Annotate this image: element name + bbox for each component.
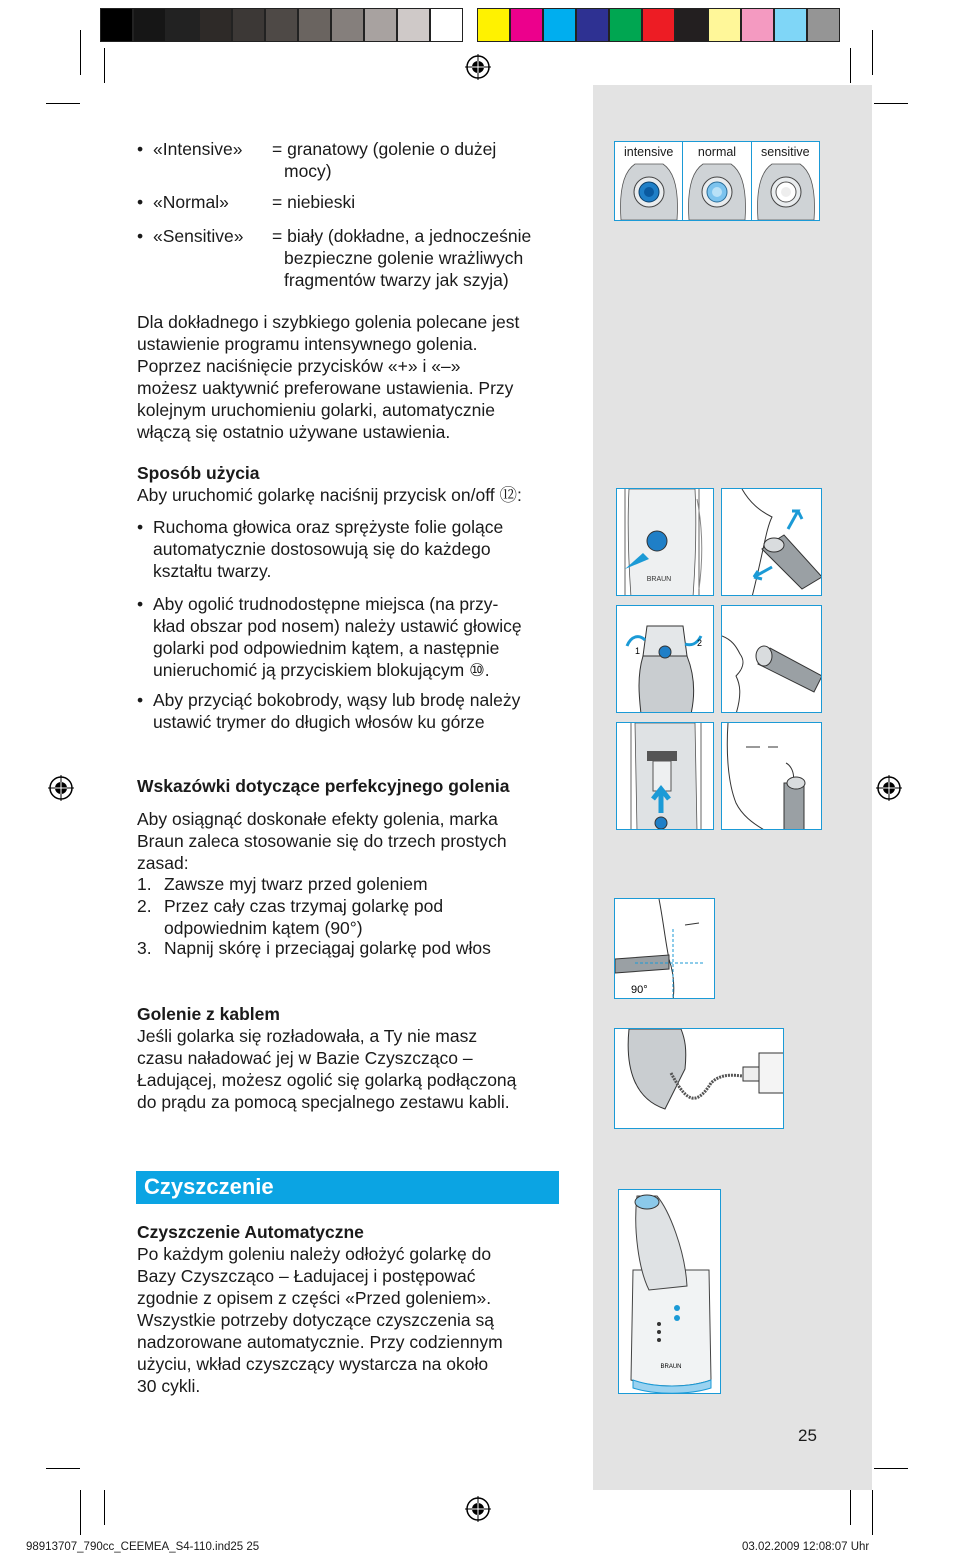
text-line: Jeśli golarka się rozładowała, a Ty nie masz xyxy=(137,1026,478,1046)
step-number: 1 xyxy=(635,646,641,656)
figure-trimming-sideburns xyxy=(721,722,822,830)
figure-cleaning-station xyxy=(618,1189,721,1394)
step-number: 2 xyxy=(697,638,703,648)
bullet-text xyxy=(153,593,522,681)
angle-label: 90° xyxy=(631,984,648,996)
registration-target-icon xyxy=(48,775,74,801)
color-swatch xyxy=(397,8,430,42)
color-swatch xyxy=(232,8,265,42)
text-line: zasad: xyxy=(137,853,189,873)
crop-mark xyxy=(104,48,105,83)
list-text xyxy=(164,937,491,959)
text-line: nadzorowane automatycznie. Przy codziennym xyxy=(137,1332,503,1352)
text-line: Braun zaleca stosowanie się do trzech prostych xyxy=(137,831,507,851)
brand-logo: BRAUN xyxy=(646,576,672,583)
figure-mode-normal xyxy=(683,142,751,220)
crop-mark xyxy=(46,1468,80,1469)
color-swatch xyxy=(477,8,510,42)
text-line: ustawienie programu intensywnego golenia. xyxy=(137,334,478,354)
text-line: Napnij skórę i przeciągaj golarkę pod włos xyxy=(164,938,491,958)
text-line: możesz uaktywnić preferowane ustawienia. Przy xyxy=(137,378,514,398)
bullet-text xyxy=(153,689,520,733)
cleaning-heading: Czyszczenie Automatyczne xyxy=(137,1222,364,1242)
color-swatch xyxy=(609,8,642,42)
color-swatch xyxy=(133,8,166,42)
mode-item-sensitive: • «Sensitive» = biały (dokładne, a jednocześnie bezpieczne golenie wrażliwych fragmentów twarzy jak szyja) xyxy=(137,226,532,290)
text-line: Ładującej, możesz ogolić się golarką podłączoną xyxy=(137,1070,517,1090)
tips-list-item xyxy=(137,937,567,959)
crop-mark xyxy=(104,1490,105,1525)
text-line: czasu naładować jej w Bazie Czyszcząco – xyxy=(137,1048,473,1068)
figure-cable-shaving xyxy=(614,1028,784,1129)
color-swatch xyxy=(708,8,741,42)
color-swatch xyxy=(510,8,543,42)
footer-timestamp: 03.02.2009 12:08:07 Uhr xyxy=(742,1541,870,1553)
mode-item-normal: • «Normal» = niebieski xyxy=(137,192,356,212)
bullet-dot: • xyxy=(137,594,144,614)
list-number: 1. xyxy=(137,874,152,894)
text-line: do prądu za pomocą specjalnego zestawu kabli. xyxy=(137,1092,510,1112)
crop-mark xyxy=(80,1490,81,1535)
tips-list-item xyxy=(137,873,567,895)
mode-value-cont: mocy) xyxy=(284,161,332,181)
crop-mark xyxy=(850,48,851,83)
bullet-dot: • xyxy=(137,517,144,537)
color-swatch xyxy=(430,8,463,42)
color-swatch xyxy=(364,8,397,42)
color-swatch xyxy=(576,8,609,42)
text-line: zgodnie z opisem z części «Przed goleniem». xyxy=(137,1288,492,1308)
list-text xyxy=(164,895,443,939)
text-line: użyciu, wkład czyszczący wystarcza na około xyxy=(137,1354,489,1374)
text-line: ustawić trymer do długich włosów ku górze xyxy=(153,712,485,732)
color-swatch xyxy=(675,8,708,42)
crop-mark xyxy=(46,103,80,104)
crop-mark xyxy=(850,1490,851,1525)
figure-mode-intensive xyxy=(615,142,683,220)
cable-heading: Golenie z kablem xyxy=(137,1004,280,1024)
footer-file-info: 98913707_790cc_CEEMEA_S4-110.ind25 25 xyxy=(26,1541,260,1553)
program-paragraph xyxy=(137,311,567,443)
cable-paragraph xyxy=(137,1025,567,1113)
mode-label: normal xyxy=(697,145,737,159)
figure-head-lock xyxy=(616,605,714,713)
tips-heading: Wskazówki dotyczące perfekcyjnego golenia xyxy=(137,776,510,796)
registration-target-icon xyxy=(465,54,491,80)
tips-paragraph xyxy=(137,808,567,874)
figure-shaving-under-nose xyxy=(721,605,822,713)
usage-heading: Sposób użycia xyxy=(137,463,260,483)
usage-bullet xyxy=(137,689,567,733)
text-line: 30 cykli. xyxy=(137,1376,201,1396)
text-line: Dla dokładnego i szybkiego golenia polecane jest xyxy=(137,312,520,332)
figure-trimmer-up xyxy=(616,722,714,830)
text-line: unieruchomić ją przyciskiem blokującym ⑩. xyxy=(153,660,490,680)
figure-power-button xyxy=(616,488,714,596)
list-text xyxy=(164,873,428,895)
registration-target-icon xyxy=(465,1496,491,1522)
section-title: Czyszczenie xyxy=(144,1174,274,1199)
tips-list-item xyxy=(137,895,567,939)
color-swatch xyxy=(265,8,298,42)
brand-logo: BRAUN xyxy=(660,1364,682,1370)
crop-mark xyxy=(872,30,873,75)
cleaning-paragraph xyxy=(137,1243,567,1397)
color-swatch xyxy=(807,8,840,42)
text-line: kolejnym uruchomieniu golarki, automatycznie xyxy=(137,400,495,420)
color-bar-gap xyxy=(463,8,477,42)
text-line: Aby ogolić trudnodostępne miejsca (na przy- xyxy=(153,594,499,614)
text-line: Bazy Czyszcząco – Ładujacej i postępować xyxy=(137,1266,476,1286)
text-line: Po każdym goleniu należy odłożyć golarkę do xyxy=(137,1244,492,1264)
color-registration-bar xyxy=(100,8,840,42)
color-swatch xyxy=(166,8,199,42)
color-swatch xyxy=(298,8,331,42)
figure-shaving-angle xyxy=(614,898,715,999)
usage-bullet xyxy=(137,593,567,681)
crop-mark xyxy=(874,103,908,104)
usage-intro: Aby uruchomić golarkę naciśnij przycisk on/off ⑫: xyxy=(137,485,522,505)
color-swatch xyxy=(642,8,675,42)
crop-mark xyxy=(80,30,81,75)
text-line: Ruchoma głowica oraz sprężyste folie golące xyxy=(153,517,504,537)
color-swatch xyxy=(100,8,133,42)
usage-bullet xyxy=(137,516,567,582)
text-line: golarki pod odpowiednim kątem, a następnie xyxy=(153,638,500,658)
text-line: włączą się ostatnio używane ustawienia. xyxy=(137,422,451,442)
bullet-text xyxy=(153,516,503,582)
text-line: Przez cały czas trzymaj golarkę pod xyxy=(164,896,444,916)
text-line: Poprzez naciśnięcie przycisków «+» i «–» xyxy=(137,356,461,376)
mode-item-intensive: • «Intensive» = granatowy (golenie o dużej mocy) xyxy=(137,139,497,181)
figure-mode-sensitive xyxy=(752,142,819,220)
text-line: Wszystkie potrzeby dotyczące czyszczenia są xyxy=(137,1310,494,1330)
list-number: 2. xyxy=(137,896,152,916)
list-number: 3. xyxy=(137,938,152,958)
text-line: automatycznie dostosowują się do każdego xyxy=(153,539,491,559)
figure-shaving-neck xyxy=(721,488,822,596)
color-swatch xyxy=(774,8,807,42)
page-number: 25 xyxy=(798,1426,817,1445)
figure-mode-selector xyxy=(614,141,820,221)
text-line: kład obszar pod nosem) należy ustawić głowicę xyxy=(153,616,522,636)
mode-label: sensitive xyxy=(761,145,810,159)
registration-target-icon xyxy=(876,775,902,801)
text-line: kształtu twarzy. xyxy=(153,561,272,581)
text-line: Aby przyciąć bokobrody, wąsy lub brodę należy xyxy=(153,690,521,710)
section-title-bar xyxy=(136,1171,559,1204)
color-swatch xyxy=(741,8,774,42)
mode-label: intensive xyxy=(623,145,674,159)
crop-mark xyxy=(872,1490,873,1535)
color-swatch xyxy=(199,8,232,42)
text-line: odpowiednim kątem (90°) xyxy=(164,918,363,938)
text-line: Aby osiągnąć doskonałe efekty golenia, marka xyxy=(137,809,498,829)
color-swatch xyxy=(543,8,576,42)
text-line: Zawsze myj twarz przed goleniem xyxy=(164,874,428,894)
color-swatch xyxy=(331,8,364,42)
crop-mark xyxy=(874,1468,908,1469)
bullet-dot: • xyxy=(137,690,144,710)
